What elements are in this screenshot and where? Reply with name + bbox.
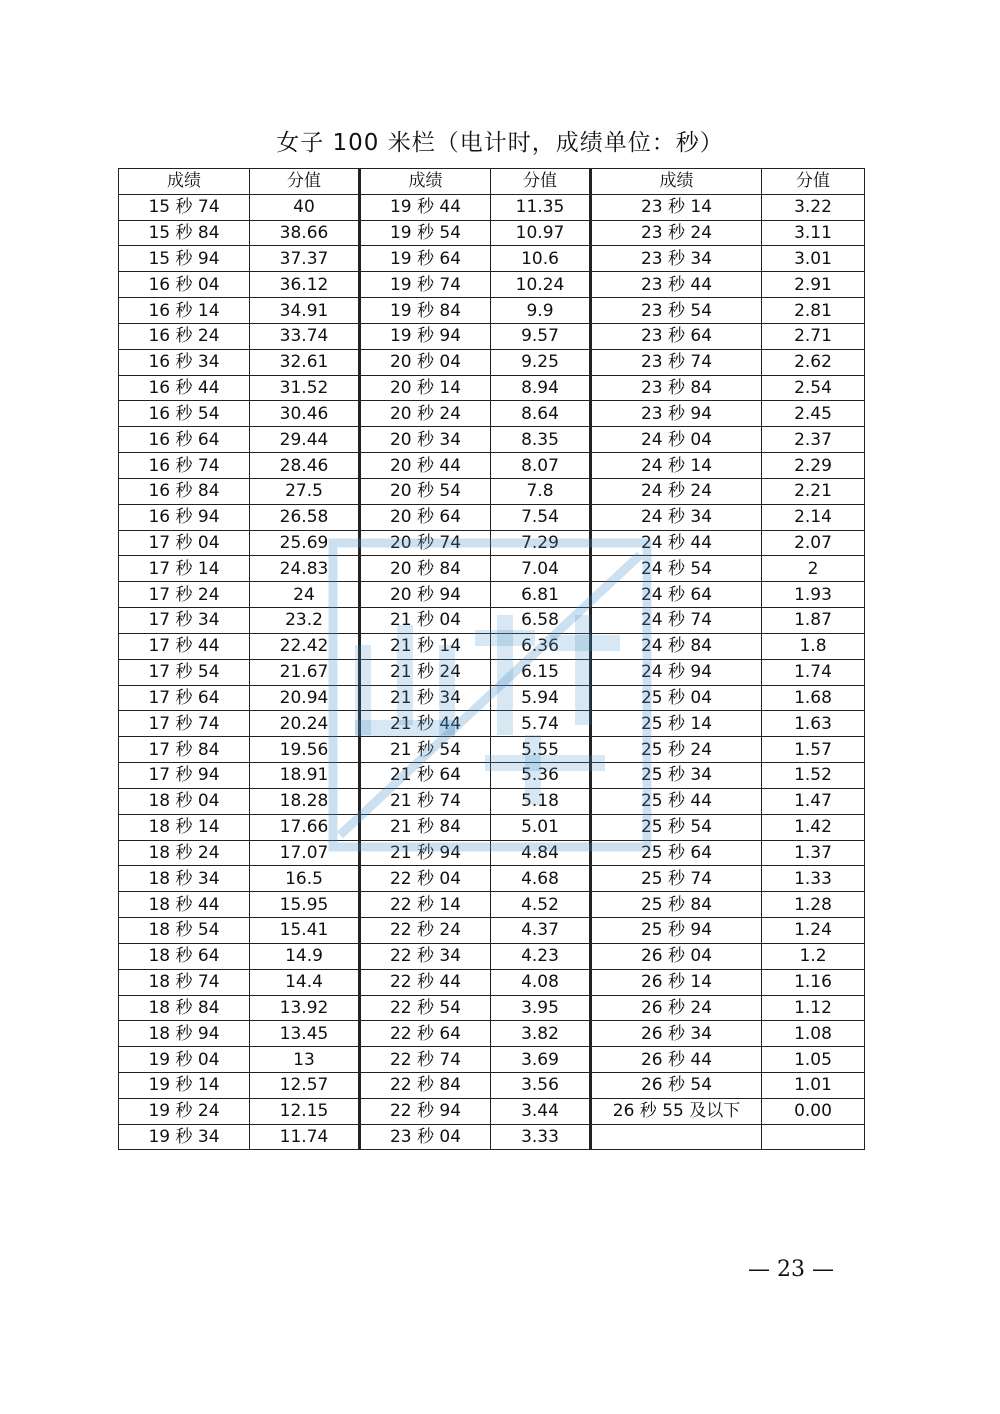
- points-cell: 17.66: [250, 814, 360, 840]
- score-cell: 26 秒 04: [591, 943, 762, 969]
- points-cell: 28.46: [250, 453, 360, 479]
- points-cell: 1.68: [762, 685, 865, 711]
- score-cell: 17 秒 14: [119, 556, 250, 582]
- score-cell: 18 秒 74: [119, 969, 250, 995]
- score-cell: 16 秒 84: [119, 478, 250, 504]
- table-row: [119, 504, 865, 530]
- points-cell: 1.12: [762, 995, 865, 1021]
- score-cell: 23 秒 64: [591, 323, 762, 349]
- score-cell: 24 秒 44: [591, 530, 762, 556]
- table-body: [119, 194, 865, 1150]
- points-cell: 5.55: [491, 737, 591, 763]
- score-cell: 19 秒 64: [360, 246, 491, 272]
- table-row: [119, 1072, 865, 1098]
- score-cell: 25 秒 34: [591, 763, 762, 789]
- header-score: 成绩: [119, 169, 250, 195]
- points-cell: 3.01: [762, 246, 865, 272]
- table-row: [119, 659, 865, 685]
- score-cell: 15 秒 74: [119, 194, 250, 220]
- points-cell: 5.18: [491, 788, 591, 814]
- score-cell: 18 秒 04: [119, 788, 250, 814]
- score-cell: 25 秒 14: [591, 711, 762, 737]
- score-cell: 17 秒 64: [119, 685, 250, 711]
- table-row: [119, 737, 865, 763]
- score-cell: 15 秒 84: [119, 220, 250, 246]
- points-cell: 29.44: [250, 427, 360, 453]
- points-cell: 8.35: [491, 427, 591, 453]
- score-cell: 16 秒 04: [119, 272, 250, 298]
- points-cell: 1.2: [762, 943, 865, 969]
- table-row: [119, 478, 865, 504]
- points-cell: 11.35: [491, 194, 591, 220]
- table-row: [119, 892, 865, 918]
- points-cell: 21.67: [250, 659, 360, 685]
- points-cell: 5.74: [491, 711, 591, 737]
- score-cell: 26 秒 54: [591, 1072, 762, 1098]
- points-cell: 24.83: [250, 556, 360, 582]
- header-points: 分值: [491, 169, 591, 195]
- table-row: [119, 272, 865, 298]
- points-cell: 1.57: [762, 737, 865, 763]
- score-cell: 21 秒 64: [360, 763, 491, 789]
- score-cell: [591, 1124, 762, 1150]
- score-cell: 23 秒 24: [591, 220, 762, 246]
- points-cell: 23.2: [250, 608, 360, 634]
- points-cell: 1.16: [762, 969, 865, 995]
- points-cell: 4.84: [491, 840, 591, 866]
- points-cell: 7.04: [491, 556, 591, 582]
- table-row: [119, 349, 865, 375]
- score-cell: 20 秒 84: [360, 556, 491, 582]
- table-row: [119, 763, 865, 789]
- score-cell: 18 秒 24: [119, 840, 250, 866]
- points-cell: 2.62: [762, 349, 865, 375]
- score-cell: 24 秒 84: [591, 633, 762, 659]
- score-cell: 16 秒 34: [119, 349, 250, 375]
- points-cell: 18.91: [250, 763, 360, 789]
- score-cell: 23 秒 74: [591, 349, 762, 375]
- score-cell: 22 秒 64: [360, 1021, 491, 1047]
- score-cell: 17 秒 84: [119, 737, 250, 763]
- points-cell: 13.92: [250, 995, 360, 1021]
- score-cell: 19 秒 34: [119, 1124, 250, 1150]
- table-row: [119, 1098, 865, 1124]
- points-cell: 2.45: [762, 401, 865, 427]
- points-cell: 30.46: [250, 401, 360, 427]
- table-row: [119, 582, 865, 608]
- score-cell: 23 秒 34: [591, 246, 762, 272]
- points-cell: 3.56: [491, 1072, 591, 1098]
- points-cell: 13: [250, 1047, 360, 1073]
- score-cell: 19 秒 14: [119, 1072, 250, 1098]
- points-cell: 20.24: [250, 711, 360, 737]
- score-table: [118, 168, 865, 1150]
- score-cell: 25 秒 94: [591, 918, 762, 944]
- score-cell: 21 秒 34: [360, 685, 491, 711]
- score-cell: 21 秒 24: [360, 659, 491, 685]
- points-cell: 2.14: [762, 504, 865, 530]
- points-cell: 37.37: [250, 246, 360, 272]
- points-cell: 25.69: [250, 530, 360, 556]
- score-cell: 20 秒 94: [360, 582, 491, 608]
- points-cell: 13.45: [250, 1021, 360, 1047]
- score-cell: 19 秒 84: [360, 298, 491, 324]
- score-cell: 19 秒 04: [119, 1047, 250, 1073]
- points-cell: 1.37: [762, 840, 865, 866]
- score-cell: 20 秒 64: [360, 504, 491, 530]
- score-cell: 21 秒 54: [360, 737, 491, 763]
- table-row: [119, 556, 865, 582]
- points-cell: 12.15: [250, 1098, 360, 1124]
- score-cell: 25 秒 74: [591, 866, 762, 892]
- score-cell: 17 秒 94: [119, 763, 250, 789]
- score-cell: 24 秒 54: [591, 556, 762, 582]
- score-cell: 23 秒 84: [591, 375, 762, 401]
- score-cell: 18 秒 54: [119, 918, 250, 944]
- points-cell: 2: [762, 556, 865, 582]
- score-cell: 25 秒 44: [591, 788, 762, 814]
- points-cell: 5.36: [491, 763, 591, 789]
- score-cell: 21 秒 04: [360, 608, 491, 634]
- score-cell: 26 秒 24: [591, 995, 762, 1021]
- points-cell: 15.95: [250, 892, 360, 918]
- points-cell: 9.25: [491, 349, 591, 375]
- points-cell: 9.57: [491, 323, 591, 349]
- score-cell: 21 秒 14: [360, 633, 491, 659]
- points-cell: 3.44: [491, 1098, 591, 1124]
- score-cell: 20 秒 74: [360, 530, 491, 556]
- table-row: [119, 711, 865, 737]
- table-row: [119, 401, 865, 427]
- points-cell: 4.23: [491, 943, 591, 969]
- score-cell: 26 秒 34: [591, 1021, 762, 1047]
- points-cell: 2.54: [762, 375, 865, 401]
- points-cell: 3.11: [762, 220, 865, 246]
- points-cell: 8.94: [491, 375, 591, 401]
- page-title: 女子 100 米栏（电计时，成绩单位：秒）: [276, 130, 724, 156]
- score-cell: 23 秒 44: [591, 272, 762, 298]
- score-cell: 23 秒 14: [591, 194, 762, 220]
- table-row: [119, 375, 865, 401]
- points-cell: 36.12: [250, 272, 360, 298]
- points-cell: 2.07: [762, 530, 865, 556]
- points-cell: 2.81: [762, 298, 865, 324]
- points-cell: 2.37: [762, 427, 865, 453]
- points-cell: 7.8: [491, 478, 591, 504]
- points-cell: 1.74: [762, 659, 865, 685]
- table-row: [119, 995, 865, 1021]
- points-cell: 24: [250, 582, 360, 608]
- score-cell: 20 秒 34: [360, 427, 491, 453]
- points-cell: 1.47: [762, 788, 865, 814]
- table-row: [119, 1124, 865, 1150]
- points-cell: 1.28: [762, 892, 865, 918]
- points-cell: 3.33: [491, 1124, 591, 1150]
- score-cell: 16 秒 94: [119, 504, 250, 530]
- table-row: [119, 788, 865, 814]
- points-cell: 2.71: [762, 323, 865, 349]
- table-row: [119, 608, 865, 634]
- score-cell: 24 秒 74: [591, 608, 762, 634]
- score-cell: 25 秒 04: [591, 685, 762, 711]
- table-row: [119, 1047, 865, 1073]
- table-row: [119, 866, 865, 892]
- points-cell: 16.5: [250, 866, 360, 892]
- score-cell: 24 秒 64: [591, 582, 762, 608]
- score-cell: 21 秒 74: [360, 788, 491, 814]
- points-cell: 22.42: [250, 633, 360, 659]
- points-cell: 8.07: [491, 453, 591, 479]
- points-cell: 4.08: [491, 969, 591, 995]
- score-cell: 17 秒 54: [119, 659, 250, 685]
- score-cell: 16 秒 64: [119, 427, 250, 453]
- score-cell: 16 秒 74: [119, 453, 250, 479]
- score-cell: 18 秒 84: [119, 995, 250, 1021]
- points-cell: 40: [250, 194, 360, 220]
- table-row: [119, 427, 865, 453]
- score-cell: 15 秒 94: [119, 246, 250, 272]
- header-score: 成绩: [360, 169, 491, 195]
- table-row: [119, 1021, 865, 1047]
- table-row: [119, 246, 865, 272]
- points-cell: 26.58: [250, 504, 360, 530]
- score-cell: 25 秒 64: [591, 840, 762, 866]
- table-row: [119, 194, 865, 220]
- score-cell: 24 秒 04: [591, 427, 762, 453]
- score-cell: 17 秒 24: [119, 582, 250, 608]
- score-cell: 17 秒 74: [119, 711, 250, 737]
- points-cell: 2.91: [762, 272, 865, 298]
- table-row: [119, 814, 865, 840]
- score-cell: 23 秒 04: [360, 1124, 491, 1150]
- table-row: [119, 323, 865, 349]
- table-row: [119, 943, 865, 969]
- score-cell: 17 秒 04: [119, 530, 250, 556]
- points-cell: 10.6: [491, 246, 591, 272]
- score-cell: 25 秒 54: [591, 814, 762, 840]
- points-cell: 0.00: [762, 1098, 865, 1124]
- score-cell: 19 秒 44: [360, 194, 491, 220]
- score-cell: 16 秒 44: [119, 375, 250, 401]
- points-cell: 1.24: [762, 918, 865, 944]
- points-cell: 4.68: [491, 866, 591, 892]
- score-cell: 20 秒 14: [360, 375, 491, 401]
- score-cell: 18 秒 94: [119, 1021, 250, 1047]
- points-cell: 3.82: [491, 1021, 591, 1047]
- score-cell: 21 秒 94: [360, 840, 491, 866]
- points-cell: 3.95: [491, 995, 591, 1021]
- score-cell: 25 秒 24: [591, 737, 762, 763]
- points-cell: 10.24: [491, 272, 591, 298]
- table-row: [119, 685, 865, 711]
- score-cell: 26 秒 14: [591, 969, 762, 995]
- points-cell: 7.29: [491, 530, 591, 556]
- table-header-row: [119, 169, 865, 195]
- points-cell: 7.54: [491, 504, 591, 530]
- points-cell: 1.87: [762, 608, 865, 634]
- points-cell: 1.8: [762, 633, 865, 659]
- points-cell: 5.01: [491, 814, 591, 840]
- points-cell: 12.57: [250, 1072, 360, 1098]
- points-cell: 6.58: [491, 608, 591, 634]
- score-cell: 26 秒 55 及以下: [591, 1098, 762, 1124]
- points-cell: 14.9: [250, 943, 360, 969]
- points-cell: 1.63: [762, 711, 865, 737]
- points-cell: 1.08: [762, 1021, 865, 1047]
- points-cell: 6.15: [491, 659, 591, 685]
- points-cell: 15.41: [250, 918, 360, 944]
- score-cell: 22 秒 04: [360, 866, 491, 892]
- score-cell: 16 秒 14: [119, 298, 250, 324]
- score-cell: 24 秒 34: [591, 504, 762, 530]
- score-cell: 22 秒 74: [360, 1047, 491, 1073]
- score-cell: 19 秒 94: [360, 323, 491, 349]
- score-cell: 22 秒 44: [360, 969, 491, 995]
- score-cell: 21 秒 84: [360, 814, 491, 840]
- points-cell: 19.56: [250, 737, 360, 763]
- score-cell: 17 秒 44: [119, 633, 250, 659]
- table-row: [119, 453, 865, 479]
- points-cell: 5.94: [491, 685, 591, 711]
- points-cell: 27.5: [250, 478, 360, 504]
- score-cell: 17 秒 34: [119, 608, 250, 634]
- points-cell: 34.91: [250, 298, 360, 324]
- score-cell: 24 秒 24: [591, 478, 762, 504]
- score-cell: 20 秒 24: [360, 401, 491, 427]
- score-cell: 20 秒 04: [360, 349, 491, 375]
- score-cell: 22 秒 54: [360, 995, 491, 1021]
- score-cell: 19 秒 24: [119, 1098, 250, 1124]
- points-cell: 18.28: [250, 788, 360, 814]
- score-cell: 16 秒 54: [119, 401, 250, 427]
- score-cell: 25 秒 84: [591, 892, 762, 918]
- points-cell: 2.21: [762, 478, 865, 504]
- points-cell: 38.66: [250, 220, 360, 246]
- table-row: [119, 530, 865, 556]
- score-cell: 23 秒 94: [591, 401, 762, 427]
- points-cell: 31.52: [250, 375, 360, 401]
- score-cell: 19 秒 74: [360, 272, 491, 298]
- score-cell: 22 秒 34: [360, 943, 491, 969]
- header-points: 分值: [762, 169, 865, 195]
- points-cell: 3.22: [762, 194, 865, 220]
- points-cell: 4.52: [491, 892, 591, 918]
- points-cell: 9.9: [491, 298, 591, 324]
- points-cell: 2.29: [762, 453, 865, 479]
- points-cell: 1.33: [762, 866, 865, 892]
- page-number: — 23 —: [748, 1257, 834, 1282]
- score-cell: 23 秒 54: [591, 298, 762, 324]
- score-cell: 24 秒 14: [591, 453, 762, 479]
- points-cell: 4.37: [491, 918, 591, 944]
- points-cell: 1.52: [762, 763, 865, 789]
- points-cell: 33.74: [250, 323, 360, 349]
- score-cell: 18 秒 64: [119, 943, 250, 969]
- points-cell: 20.94: [250, 685, 360, 711]
- score-cell: 24 秒 94: [591, 659, 762, 685]
- points-cell: 3.69: [491, 1047, 591, 1073]
- score-cell: 20 秒 44: [360, 453, 491, 479]
- table-row: [119, 633, 865, 659]
- points-cell: 11.74: [250, 1124, 360, 1150]
- score-cell: 22 秒 24: [360, 918, 491, 944]
- table-row: [119, 220, 865, 246]
- score-cell: 19 秒 54: [360, 220, 491, 246]
- score-cell: 18 秒 34: [119, 866, 250, 892]
- table-row: [119, 969, 865, 995]
- header-score: 成绩: [591, 169, 762, 195]
- points-cell: 10.97: [491, 220, 591, 246]
- score-cell: 22 秒 84: [360, 1072, 491, 1098]
- score-cell: 18 秒 14: [119, 814, 250, 840]
- table-row: [119, 840, 865, 866]
- points-cell: 1.01: [762, 1072, 865, 1098]
- score-cell: 22 秒 94: [360, 1098, 491, 1124]
- points-cell: 6.36: [491, 633, 591, 659]
- points-cell: 8.64: [491, 401, 591, 427]
- table-row: [119, 298, 865, 324]
- score-cell: 18 秒 44: [119, 892, 250, 918]
- score-cell: 16 秒 24: [119, 323, 250, 349]
- score-cell: 21 秒 44: [360, 711, 491, 737]
- points-cell: 17.07: [250, 840, 360, 866]
- points-cell: [762, 1124, 865, 1150]
- points-cell: 32.61: [250, 349, 360, 375]
- score-cell: 26 秒 44: [591, 1047, 762, 1073]
- score-cell: 22 秒 14: [360, 892, 491, 918]
- points-cell: 14.4: [250, 969, 360, 995]
- points-cell: 1.42: [762, 814, 865, 840]
- table-row: [119, 918, 865, 944]
- points-cell: 1.93: [762, 582, 865, 608]
- points-cell: 1.05: [762, 1047, 865, 1073]
- points-cell: 6.81: [491, 582, 591, 608]
- score-cell: 20 秒 54: [360, 478, 491, 504]
- header-points: 分值: [250, 169, 360, 195]
